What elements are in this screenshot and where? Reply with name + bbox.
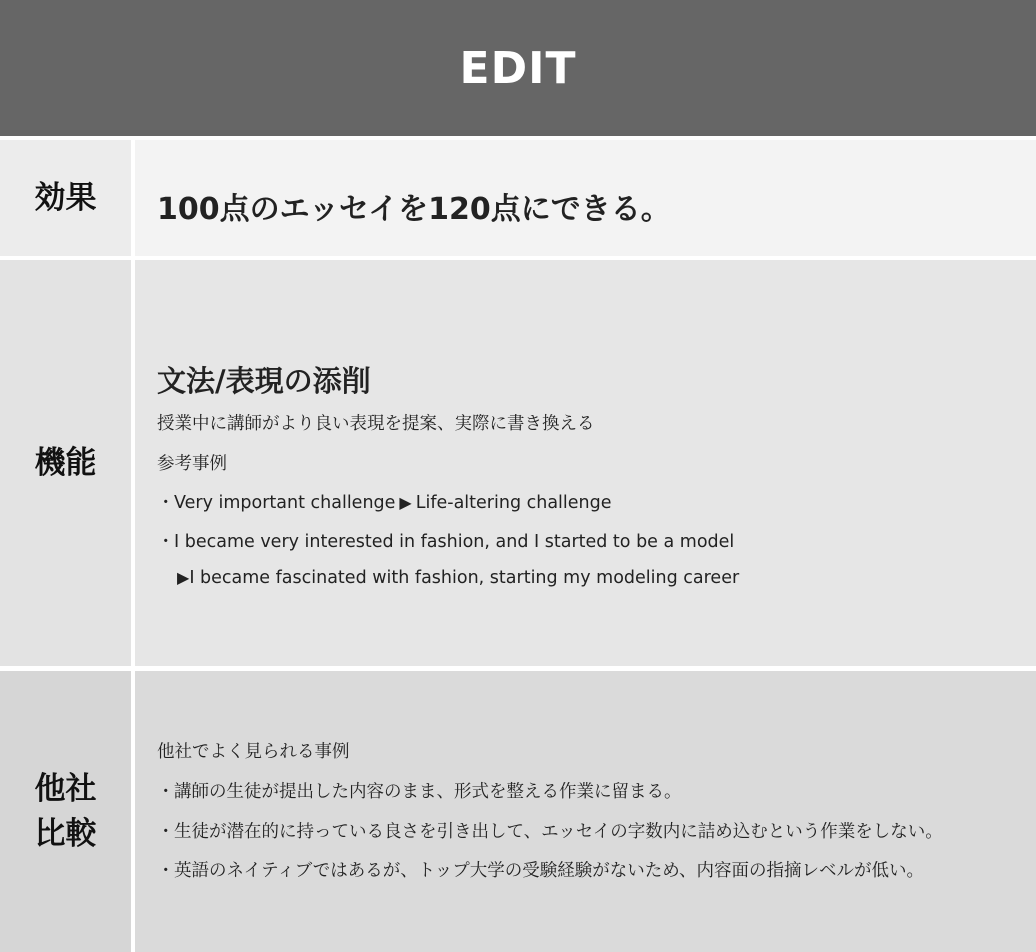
page-header xyxy=(0,0,1036,136)
example-after: I became fascinated with fashion, starting my modeling career xyxy=(189,568,740,588)
example-before: I became very interested in fashion, and I started to be a model xyxy=(174,532,735,552)
features-content-cell xyxy=(135,260,1036,666)
comparison-label-line2: 比較 xyxy=(34,815,97,852)
features-row xyxy=(0,260,1036,666)
effect-text: 100点のエッセイを120点にできる。 xyxy=(157,192,671,227)
bullet-mark: ・ xyxy=(157,822,175,842)
bullet-mark: ・ xyxy=(157,493,175,513)
comparison-content-cell xyxy=(135,671,1036,952)
example-after: Life-altering challenge xyxy=(415,493,612,513)
effect-label-cell xyxy=(0,140,131,256)
comparison-item-text: 生徒が潜在的に持っている良さを引き出して、エッセイの字数内に詰め込むという作業をしない。 xyxy=(174,822,943,842)
effect-content-cell xyxy=(135,140,1036,256)
comparison-item xyxy=(157,778,682,803)
features-label-cell xyxy=(0,260,131,666)
feature-title: 文法/表現の添削 xyxy=(157,364,371,398)
page-title: EDIT xyxy=(459,42,577,94)
example-before: Very important challenge xyxy=(174,493,396,513)
arrow-right-icon: ▶ xyxy=(399,493,412,512)
feature-description: 授業中に講師がより良い表現を提案、実際に書き換える xyxy=(157,414,595,434)
bullet-mark: ・ xyxy=(157,782,175,802)
arrow-right-icon: ▶ xyxy=(177,568,190,587)
comparison-label xyxy=(35,767,97,857)
comparison-item-text: 英語のネイティブではあるが、トップ大学の受験経験がないため、内容面の指摘レベルが低い。 xyxy=(174,861,925,881)
example-after-line xyxy=(177,568,739,588)
comparison-item xyxy=(157,818,943,843)
comparison-row xyxy=(0,671,1036,952)
comparison-heading: 他社でよく見られる事例 xyxy=(157,742,350,762)
comparison-item xyxy=(157,857,924,882)
effect-label: 効果 xyxy=(34,179,97,216)
example-item xyxy=(157,489,612,514)
features-label: 機能 xyxy=(34,444,97,481)
effect-row xyxy=(0,140,1036,256)
examples-heading: 参考事例 xyxy=(157,454,227,474)
example-item xyxy=(157,528,734,553)
comparison-item-text: 講師の生徒が提出した内容のまま、形式を整える作業に留まる。 xyxy=(174,782,682,802)
bullet-mark: ・ xyxy=(157,861,175,881)
comparison-label-line1: 他社 xyxy=(34,770,97,807)
comparison-label-cell xyxy=(0,671,131,952)
bullet-mark: ・ xyxy=(157,532,175,552)
